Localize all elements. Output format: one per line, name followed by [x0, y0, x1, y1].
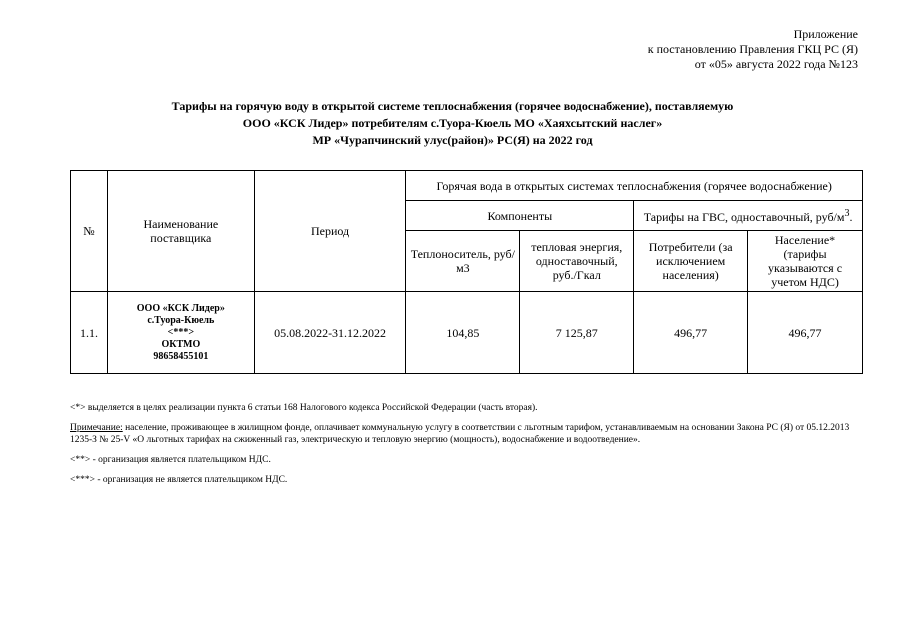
header-consumers: Потребители (за исключением населения) [634, 231, 748, 292]
tariff-table [70, 170, 863, 374]
supplier-name: ООО «КСК Лидер» [136, 302, 225, 314]
cell-consumers: 496,77 [634, 292, 748, 374]
note-text: население, проживающее в жилищном фонде, оплачивает коммунальную услугу в соответствии с льготным тарифом, устанавливаемым на основании Закона РС (Я) от 05.12.2013 1235-З № 25-V «О льготных тарифах на сжиженный газ, электрическую и тепловую энергию (мощность), водоснабжение и водоотведение». [70, 423, 850, 445]
cell-coolant: 104,85 [406, 292, 520, 374]
table-row [71, 292, 863, 374]
supplier-place: с.Туора-Кюель [147, 314, 215, 326]
gvs-tariffs-superscript: 3 [844, 208, 850, 219]
cell-population: 496,77 [748, 292, 863, 374]
oktmo-label: ОКТМО [161, 338, 201, 350]
header-components: Компоненты [406, 201, 634, 231]
note-label: Примечание: [70, 423, 123, 433]
header-hot-water-group: Горячая вода в открытых системах теплоснабжения (горячее водоснабжение) [406, 171, 863, 201]
cell-supplier [107, 292, 254, 374]
supplier-mark: <***> [167, 326, 195, 338]
appendix-line-3: от «05» августа 2022 года №123 [694, 57, 858, 71]
cell-period: 05.08.2022-31.12.2022 [254, 292, 406, 374]
footnote-vat-allocation: <*> выделяется в целях реализации пункта 6 статьи 168 Налогового кодекса Российской Федерации (часть вторая). [70, 403, 538, 413]
footnote-population-note [70, 422, 860, 446]
header-gvs-tariffs [634, 201, 863, 231]
gvs-tariffs-period: . [849, 210, 853, 224]
header-supplier: Наименование поставщика [107, 171, 254, 292]
cell-heat-energy: 7 125,87 [520, 292, 634, 374]
appendix-line-2: к постановлению Правления ГКЦ РС (Я) [647, 42, 858, 56]
footnote-not-vat-payer: <***> - организация не является плательщиком НДС. [70, 475, 288, 485]
appendix-line-1: Приложение [793, 27, 858, 41]
header-population: Население* (тарифы указываются с учетом НДС) [748, 231, 863, 292]
footnote-vat-payer: <**> - организация является плательщиком НДС. [70, 455, 271, 465]
document-title [0, 98, 905, 149]
gvs-tariffs-label: Тарифы на ГВС, одноставочный, руб/м [643, 210, 845, 224]
header-coolant: Теплоноситель, руб/м3 [406, 231, 520, 292]
title-line-1: Тарифы на горячую воду в открытой системе теплоснабжения (горячее водоснабжение), поставляемую [171, 99, 734, 113]
appendix-block [558, 27, 858, 72]
header-number: № [71, 171, 108, 292]
cell-number: 1.1. [71, 292, 108, 374]
title-line-3: МР «Чурапчинский улус(район)» РС(Я) на 2022 год [312, 133, 593, 147]
header-period: Период [254, 171, 406, 292]
header-heat-energy: тепловая энергия, одноставочный, руб./Гкал [520, 231, 634, 292]
title-line-2: ООО «КСК Лидер» потребителям с.Туора-Кюель МО «Хаяхсытский наслег» [242, 116, 663, 130]
oktmo-code: 98658455101 [153, 350, 209, 362]
footnotes [70, 402, 860, 494]
